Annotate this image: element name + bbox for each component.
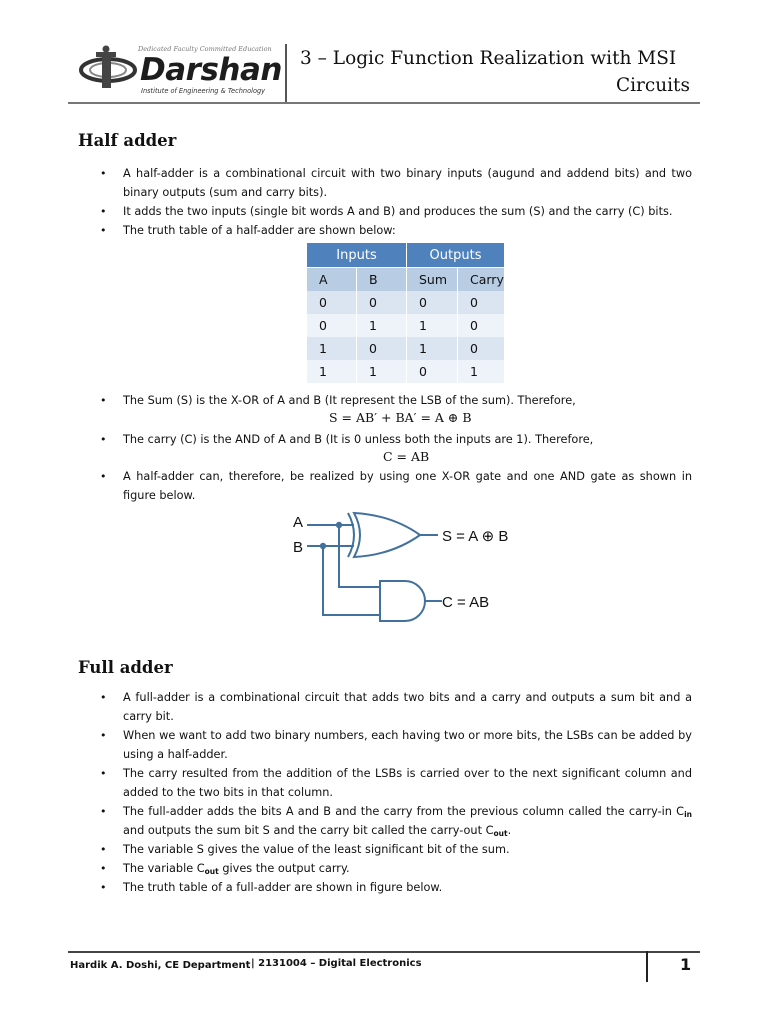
- footer-author: Hardik A. Doshi, CE Department: [70, 960, 251, 971]
- table-cell: 1: [357, 360, 407, 383]
- footer-course: | 2131004 – Digital Electronics: [251, 958, 422, 969]
- xor-input-curve: [348, 513, 354, 557]
- subscript: out: [204, 867, 219, 876]
- text: .: [507, 824, 512, 837]
- logo-wordmark: Darshan: [140, 52, 282, 88]
- text: and outputs the sum bit S and the carry bit called the carry-out C: [123, 824, 494, 837]
- logo-subtitle: Institute of Engineering & Technology: [141, 87, 266, 95]
- list-item: [100, 802, 692, 840]
- chapter-title-line2: Circuits: [615, 75, 690, 96]
- table-row: [307, 360, 505, 383]
- table-group-header: Inputs: [307, 243, 407, 268]
- table-cell: 0: [458, 314, 505, 337]
- logo-tagline: Dedicated Faculty Committed Education: [138, 45, 272, 53]
- label-carry-output: C = AB: [442, 594, 490, 611]
- list-item: • The variable S gives the value of the least significant bit of the sum.: [100, 840, 692, 859]
- header-rule: [68, 102, 700, 104]
- and-gate: [380, 581, 425, 621]
- text: The variable C: [123, 862, 205, 875]
- table-cell: 1: [307, 337, 357, 360]
- table-cell: 1: [357, 314, 407, 337]
- list-item: • The truth table of a full-adder are shown in figure below.: [100, 878, 692, 897]
- table-cell: 0: [307, 314, 357, 337]
- table-cell: 1: [307, 360, 357, 383]
- text: gives the output carry.: [218, 862, 350, 875]
- table-column-header: Carry: [458, 268, 505, 292]
- table-cell: 0: [407, 360, 458, 383]
- table-column-header: Sum: [407, 268, 458, 292]
- text: The full-adder adds the bits A and B and the carry from the previous column called the carry-in C: [123, 805, 685, 818]
- table-cell: 0: [407, 291, 458, 314]
- list-item: • It adds the two inputs (single bit words A and B) and produces the sum (S) and the carry (C) bits.: [100, 202, 692, 221]
- table-row: [307, 337, 505, 360]
- label-input-a: A: [293, 514, 304, 531]
- list-item: • The carry resulted from the addition of the LSBs is carried over to the next significant column and added to the two bits in that column.: [100, 764, 692, 802]
- label-input-b: B: [293, 539, 304, 556]
- section-heading-half-adder: Half adder: [78, 131, 177, 150]
- sum-bullet: [100, 391, 692, 410]
- xor-gate: [354, 513, 420, 557]
- list-item: • A full-adder is a combinational circuit that adds two bits and a carry and outputs a sum bit and a carry bit.: [100, 688, 692, 726]
- full-adder-bullets: [100, 688, 692, 897]
- table-cell: 0: [307, 291, 357, 314]
- subscript: in: [684, 810, 692, 819]
- carry-equation: C = AB: [383, 449, 430, 464]
- half-adder-truth-table: [307, 243, 505, 383]
- footer-divider: [646, 951, 648, 982]
- list-item: • The carry (C) is the AND of A and B (It is 0 unless both the inputs are 1). Therefore,: [100, 430, 692, 449]
- sum-equation: S = AB′ + BA′ = A ⊕ B: [329, 410, 472, 425]
- table-group-header: Outputs: [407, 243, 505, 268]
- table-cell: 0: [458, 337, 505, 360]
- footer-rule: [68, 951, 700, 953]
- table-cell: 0: [357, 337, 407, 360]
- table-cell: 1: [407, 314, 458, 337]
- label-sum-output: S = A ⊕ B: [442, 528, 509, 545]
- gates-bullet: [100, 467, 692, 505]
- list-item: • A half-adder is a combinational circuit with two binary inputs (augund and addend bits) and two binary outputs (sum and carry bits).: [100, 164, 692, 202]
- list-item: • The Sum (S) is the X-OR of A and B (It represent the LSB of the sum). Therefore,: [100, 391, 692, 410]
- half-adder-bullets: [100, 164, 692, 240]
- table-cell: 0: [458, 291, 505, 314]
- subscript: out: [493, 829, 508, 838]
- page-number: 1: [680, 955, 692, 974]
- list-item: • A half-adder can, therefore, be realized by using one X-OR gate and one AND gate as shown in figure below.: [100, 467, 692, 505]
- list-item: [100, 859, 692, 878]
- table-cell: 1: [458, 360, 505, 383]
- table-cell: 1: [407, 337, 458, 360]
- table-group-header-row: [307, 243, 505, 268]
- list-item: • When we want to add two binary numbers, each having two or more bits, the LSBs can be added by using a half-adder.: [100, 726, 692, 764]
- wire-b-to-and: [323, 546, 380, 615]
- header-divider: [285, 44, 287, 104]
- table-cell: 0: [357, 291, 407, 314]
- chapter-title-line1: 3 – Logic Function Realization with MSI: [300, 48, 677, 69]
- table-row: [307, 291, 505, 314]
- carry-bullet: [100, 430, 692, 449]
- table-column-header: B: [357, 268, 407, 292]
- list-item: • The truth table of a half-adder are shown below:: [100, 221, 692, 240]
- table-row: [307, 314, 505, 337]
- table-column-header: A: [307, 268, 357, 292]
- section-heading-full-adder: Full adder: [78, 658, 173, 677]
- table-header-row: [307, 268, 505, 292]
- half-adder-circuit-diagram: [280, 505, 510, 635]
